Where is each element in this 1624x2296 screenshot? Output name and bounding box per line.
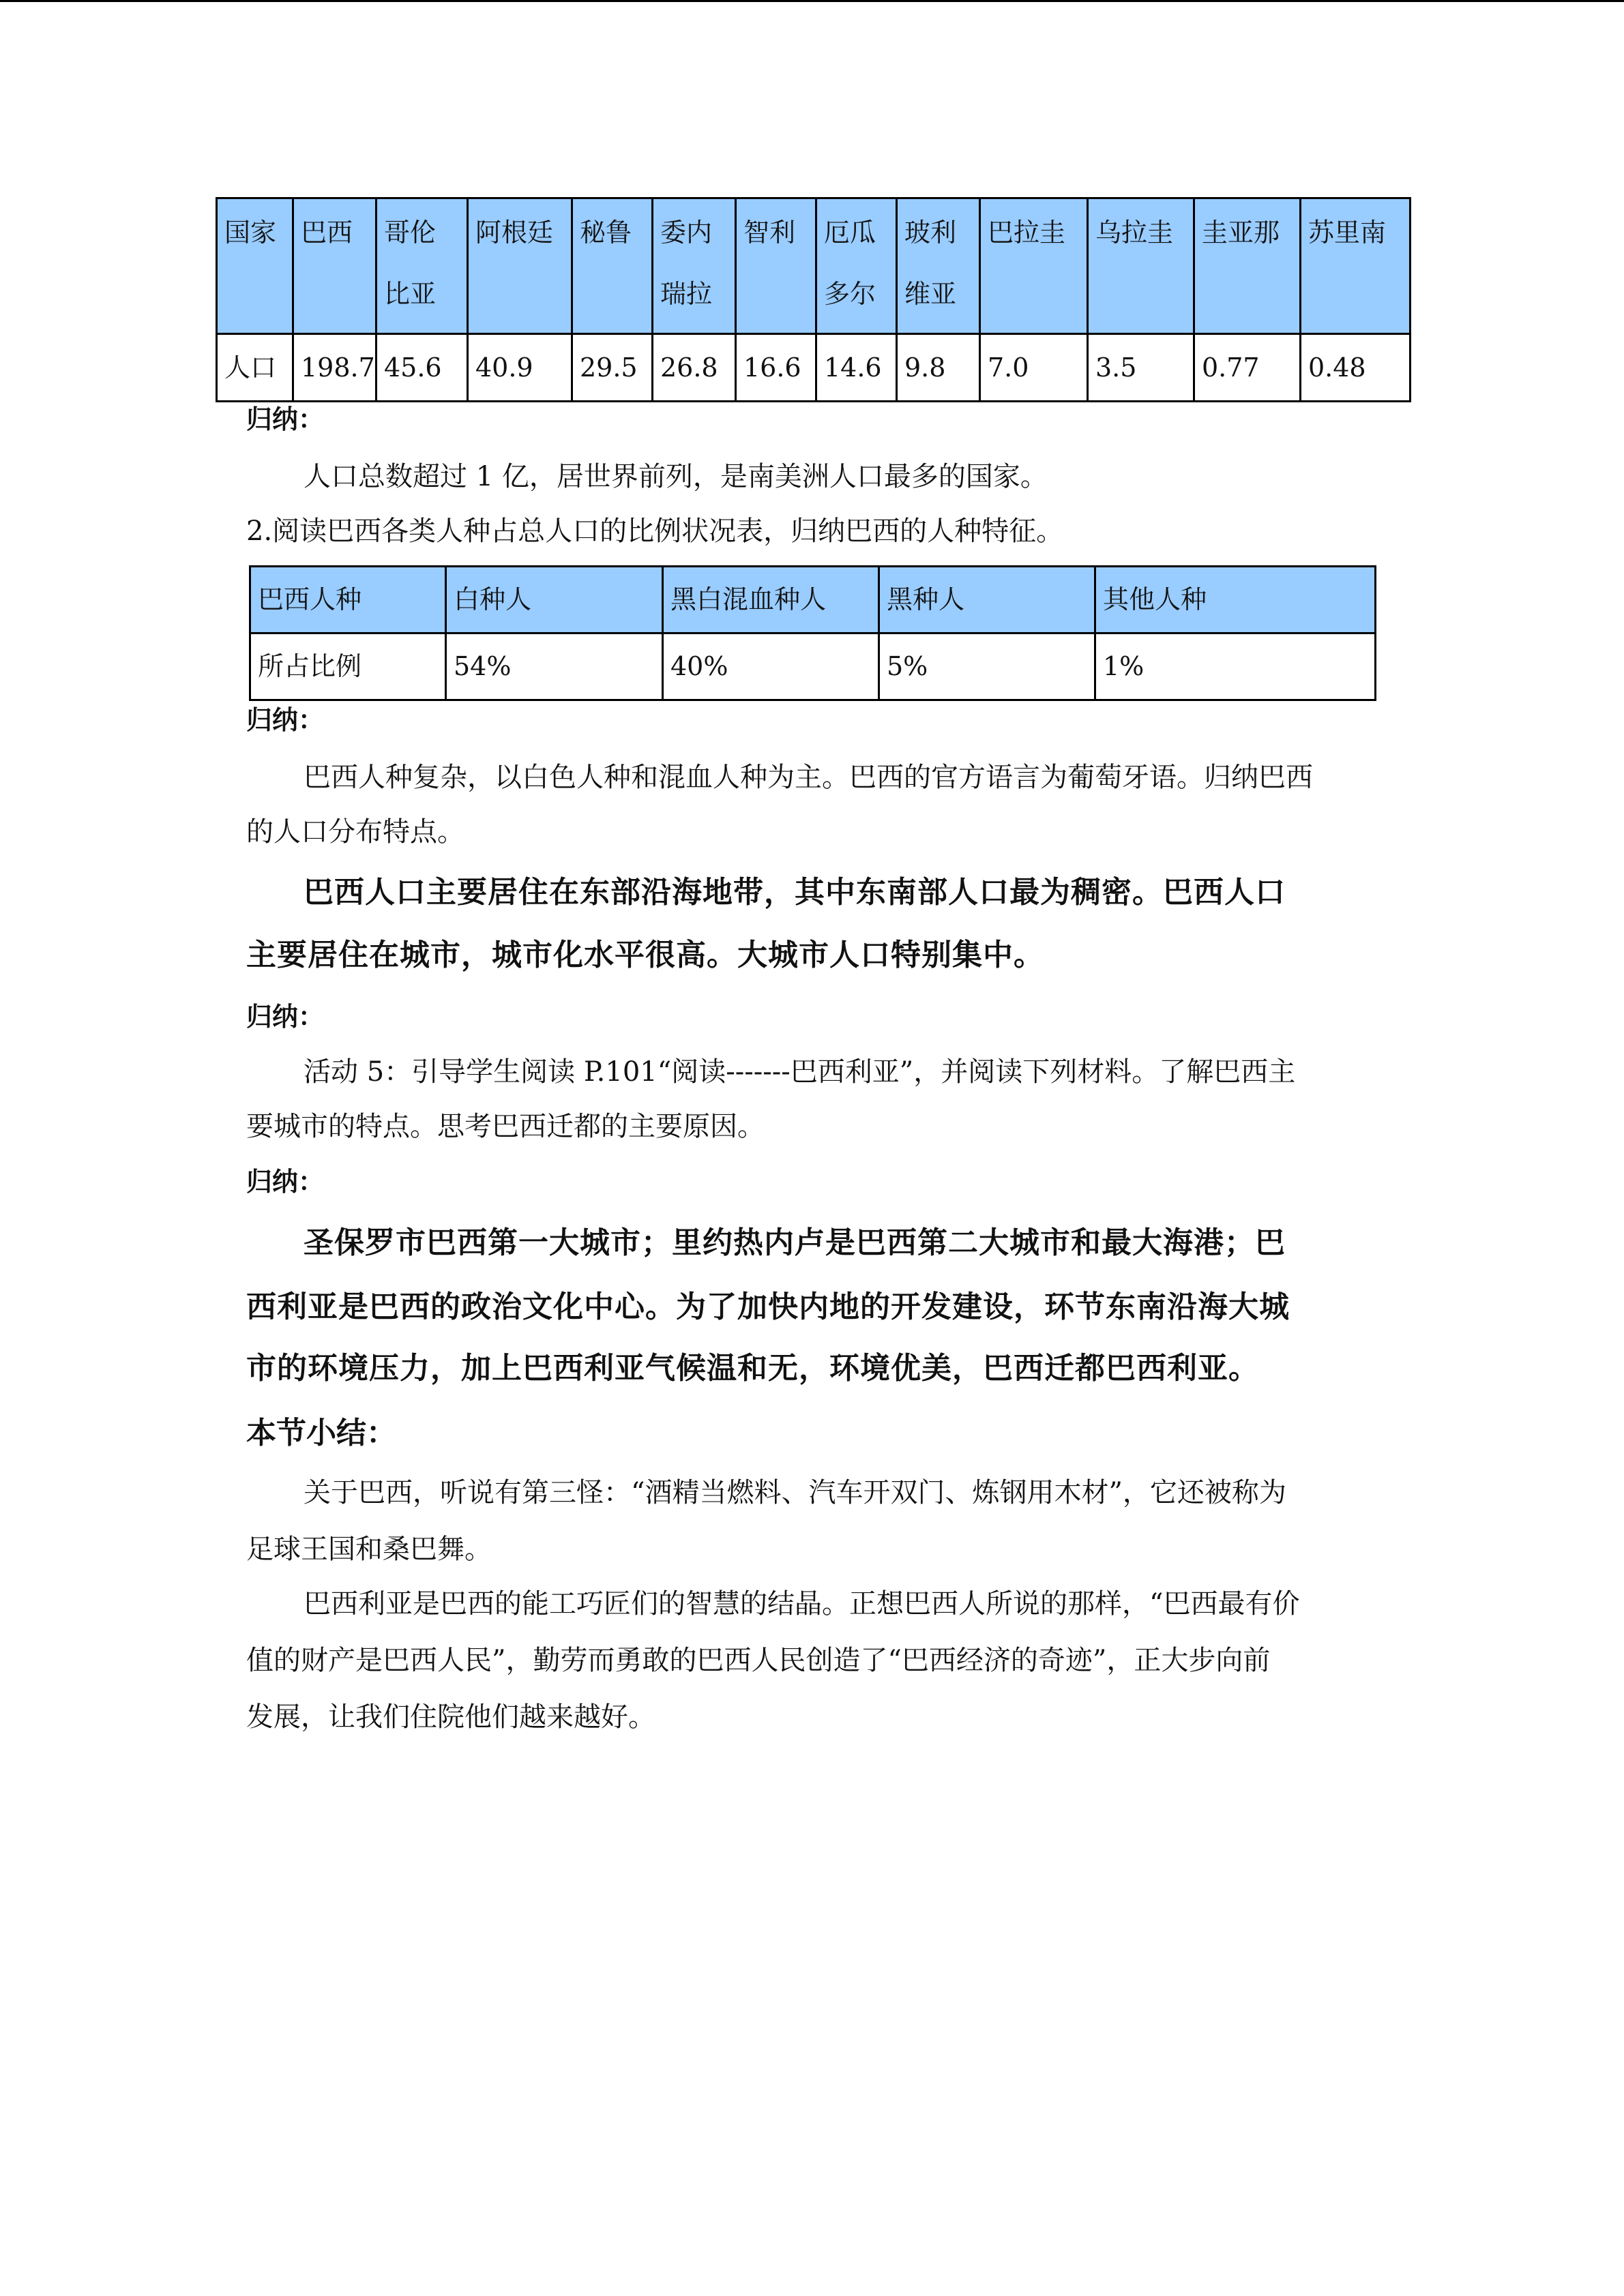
header-cell: 苏里南: [1301, 198, 1411, 334]
paragraph-line: 足球王国和桑巴舞。: [246, 1534, 492, 1565]
paragraph-line: 要城市的特点。思考巴西迁都的主要原因。: [246, 1111, 765, 1142]
header-cell: 委内 瑞拉: [653, 198, 736, 334]
paragraph-line: 值的财产是巴西人民”，勤劳而勇敢的巴西人民创造了“巴西经济的奇迹”，正大步向前: [246, 1645, 1271, 1676]
race-table: [249, 565, 1376, 701]
paragraph-line: 发展，让我们住院他们越来越好。: [246, 1701, 655, 1733]
table-cell: 54%: [446, 633, 663, 700]
table-cell: 0.48: [1301, 334, 1411, 402]
header-cell: 白种人: [446, 567, 663, 633]
paragraph-line: 活动 5：引导学生阅读 P.101“阅读-------巴西利亚”，并阅读下列材料。了解巴西主: [304, 1056, 1296, 1088]
table-cell: 29.5: [572, 334, 653, 402]
table-cell: 0.77: [1194, 334, 1301, 402]
bold-paragraph-line: 圣保罗市巴西第一大城市；里约热内卢是巴西第二大城市和最大海港；巴: [304, 1225, 1286, 1260]
paragraph-line: 关于巴西，听说有第三怪：“酒精当燃料、汽车开双门、炼钢用木材”，它还被称为: [304, 1477, 1286, 1508]
header-cell: 圭亚那: [1194, 198, 1301, 334]
bold-paragraph-line: 巴西人口主要居住在东部沿海地带，其中东南部人口最为稠密。巴西人口: [304, 875, 1286, 910]
header-cell: 黑白混血种人: [663, 567, 879, 633]
section-summary-heading: 本节小结：: [246, 1416, 396, 1450]
table-cell: 9.8: [897, 334, 980, 402]
header-cell: 巴拉圭: [980, 198, 1088, 334]
header-cell: 阿根廷: [468, 198, 572, 334]
table-cell: 所占比例: [250, 633, 446, 700]
header-cell: 巴西: [293, 198, 377, 334]
header-cell: 哥伦 比亚: [377, 198, 468, 334]
question-text: 2.阅读巴西各类人种占总人口的比例状况表，归纳巴西的人种特征。: [246, 516, 1064, 547]
table-cell: 26.8: [653, 334, 736, 402]
header-cell: 其他人种: [1095, 567, 1376, 633]
summary-label: 归纳：: [246, 1167, 325, 1197]
table-cell: 5%: [879, 633, 1095, 700]
population-table-header: [217, 198, 1411, 334]
table-cell: 14.6: [816, 334, 897, 402]
bold-paragraph-line: 主要居住在城市，城市化水平很高。大城市人口特别集中。: [246, 938, 1044, 972]
table-cell: 45.6: [377, 334, 468, 402]
table-cell: 3.5: [1088, 334, 1194, 402]
table-cell: 16.6: [736, 334, 816, 402]
summary-label: 归纳：: [246, 1002, 325, 1032]
header-cell: 秘鲁: [572, 198, 653, 334]
header-cell: 玻利 维亚: [897, 198, 980, 334]
table-cell: 人口: [217, 334, 293, 402]
summary-text: 人口总数超过 1 亿，居世界前列，是南美洲人口最多的国家。: [304, 461, 1048, 492]
header-cell: 巴西人种: [250, 567, 446, 633]
header-cell: 智利: [736, 198, 816, 334]
population-table: [216, 197, 1411, 402]
population-table-row: [217, 334, 1411, 402]
bold-paragraph-line: 市的环境压力，加上巴西利亚气候温和无，环境优美，巴西迁都巴西利亚。: [246, 1351, 1259, 1386]
race-table-row: [250, 633, 1376, 700]
header-cell: 黑种人: [879, 567, 1095, 633]
paragraph-line: 的人口分布特点。: [246, 816, 464, 848]
table-cell: 40.9: [468, 334, 572, 402]
header-cell: 厄瓜 多尔: [816, 198, 897, 334]
table-cell: 40%: [663, 633, 879, 700]
header-cell: 乌拉圭: [1088, 198, 1194, 334]
summary-label: 归纳：: [246, 404, 325, 434]
bold-paragraph-line: 西利亚是巴西的政治文化中心。为了加快内地的开发建设，环节东南沿海大城: [246, 1289, 1290, 1324]
summary-label: 归纳：: [246, 705, 325, 735]
header-cell: 国家: [217, 198, 293, 334]
table-cell: 198.7: [293, 334, 377, 402]
race-table-header: [250, 567, 1376, 633]
paragraph-line: 巴西人种复杂，以白色人种和混血人种为主。巴西的官方语言为葡萄牙语。归纳巴西: [304, 762, 1313, 793]
paragraph-line: 巴西利亚是巴西的能工巧匠们的智慧的结晶。正想巴西人所说的那样，“巴西最有价: [304, 1588, 1300, 1620]
table-cell: 7.0: [980, 334, 1088, 402]
table-cell: 1%: [1095, 633, 1376, 700]
